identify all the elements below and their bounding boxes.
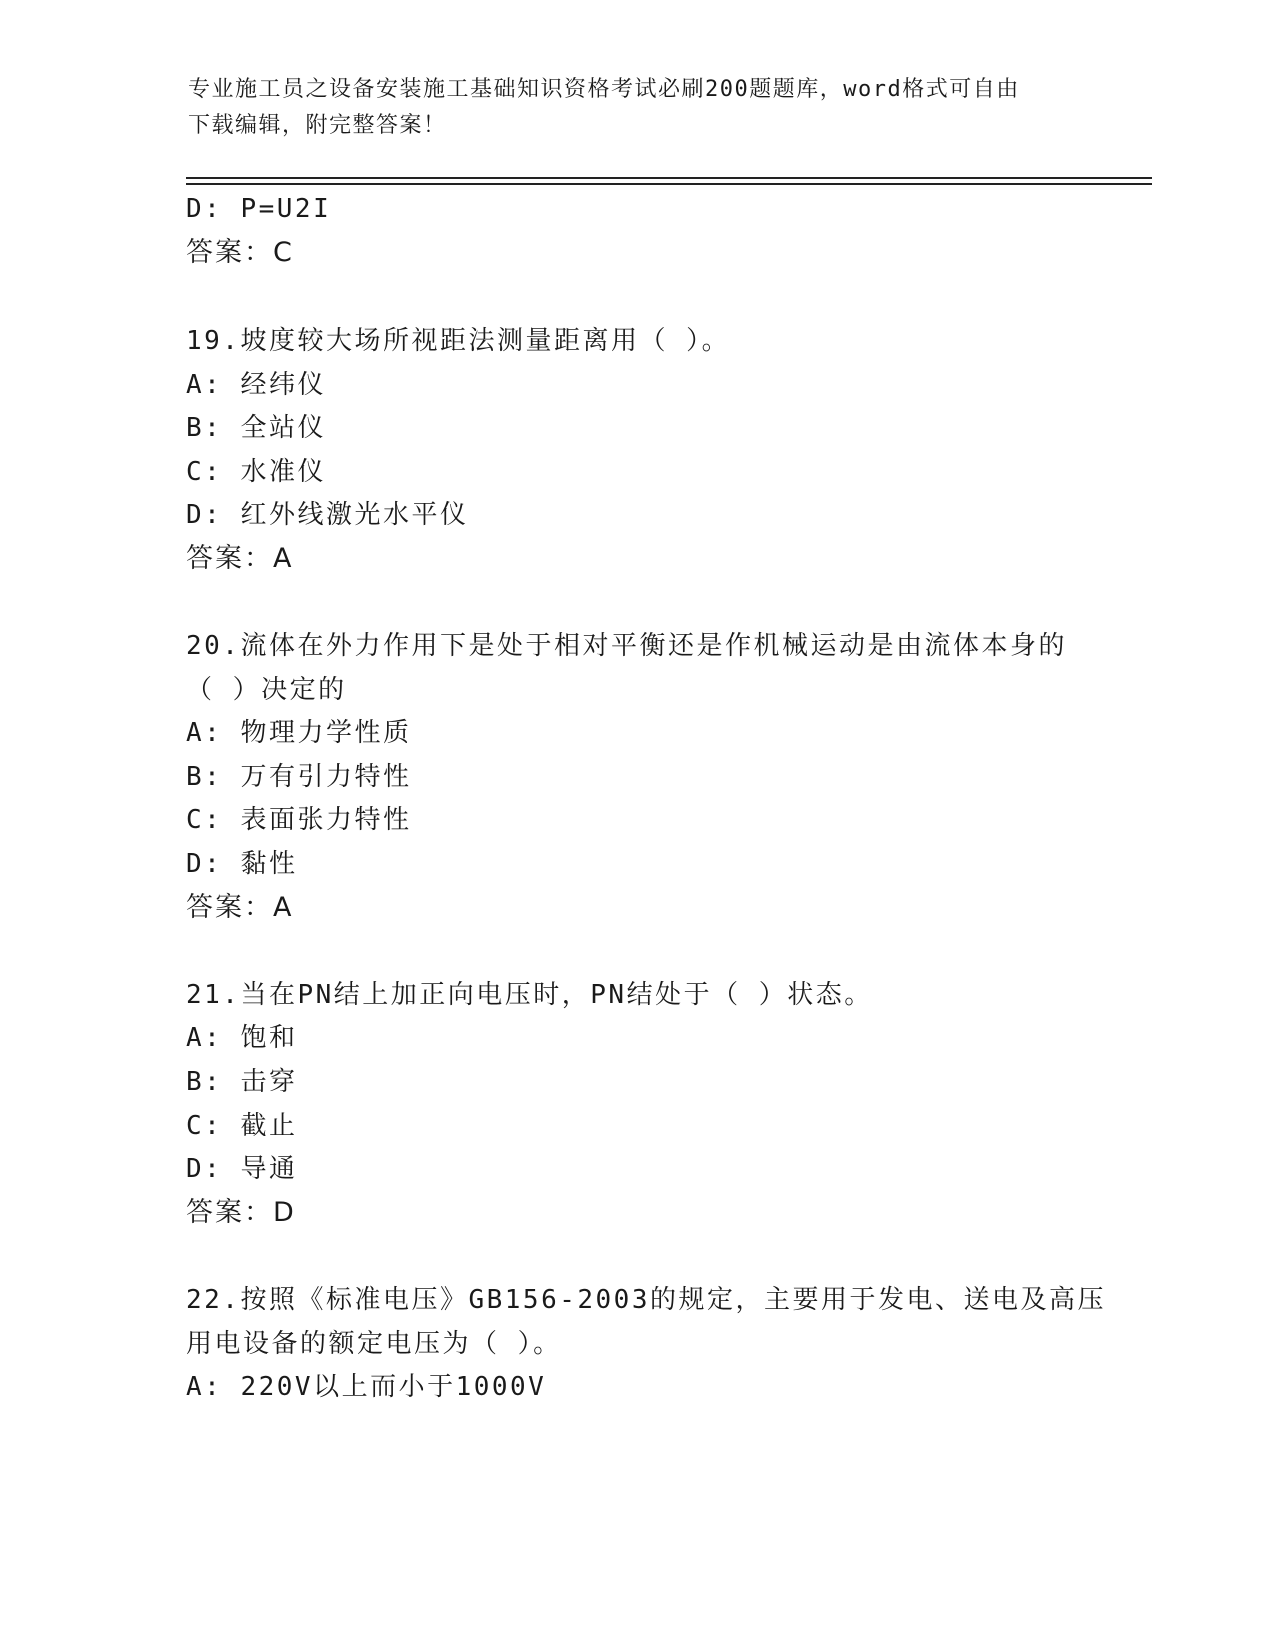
question-20-option-a: A: 物理力学性质 [186,718,412,748]
question-19-option-a: A: 经纬仪 [186,370,326,400]
question-21-stem: 21.当在PN结上加正向电压时，PN结处于（ ）状态。 [186,980,873,1010]
question-20-option-b: B: 万有引力特性 [186,762,412,792]
question-19-option-c: C: 水准仪 [186,457,326,487]
question-21-option-b: B: 击穿 [186,1067,298,1097]
question-20-stem-line-1: 20.流体在外力作用下是处于相对平衡还是作机械运动是由流体本身的 [186,631,1067,661]
question-19-option-d: D: 红外线激光水平仪 [186,500,469,530]
header-line-2: 下载编辑，附完整答案！ [188,113,447,138]
question-21-option-a: A: 饱和 [186,1023,298,1053]
header-rule-bottom [186,183,1152,185]
question-20-option-c: C: 表面张力特性 [186,805,412,835]
question-22-stem-line-1: 22.按照《标准电压》GB156-2003的规定，主要用于发电、送电及高压 [186,1285,1106,1315]
question-22-stem-line-2: 用电设备的额定电压为（ ）。 [186,1329,562,1359]
question-19-stem: 19.坡度较大场所视距法测量距离用（ ）。 [186,326,731,356]
question-19-answer: 答案：A [186,543,294,574]
question-22-option-a: A: 220V以上而小于1000V [186,1372,547,1402]
question-21-answer: 答案：D [186,1197,296,1228]
question-20-stem-line-2: （ ）决定的 [186,675,347,705]
question-19-option-b: B: 全站仪 [186,413,326,443]
prev-answer: 答案：C [186,237,294,268]
question-20-option-d: D: 黏性 [186,849,298,879]
header-rule-top [186,177,1152,179]
question-20-answer: 答案：A [186,892,294,923]
question-21-option-d: D: 导通 [186,1154,298,1184]
question-21-option-c: C: 截止 [186,1111,298,1141]
header-line-1: 专业施工员之设备安装施工基础知识资格考试必刷200题题库，word格式可自由 [188,77,1020,102]
document-header [188,72,1088,144]
prev-option-d: D: P=U2I [186,194,332,224]
